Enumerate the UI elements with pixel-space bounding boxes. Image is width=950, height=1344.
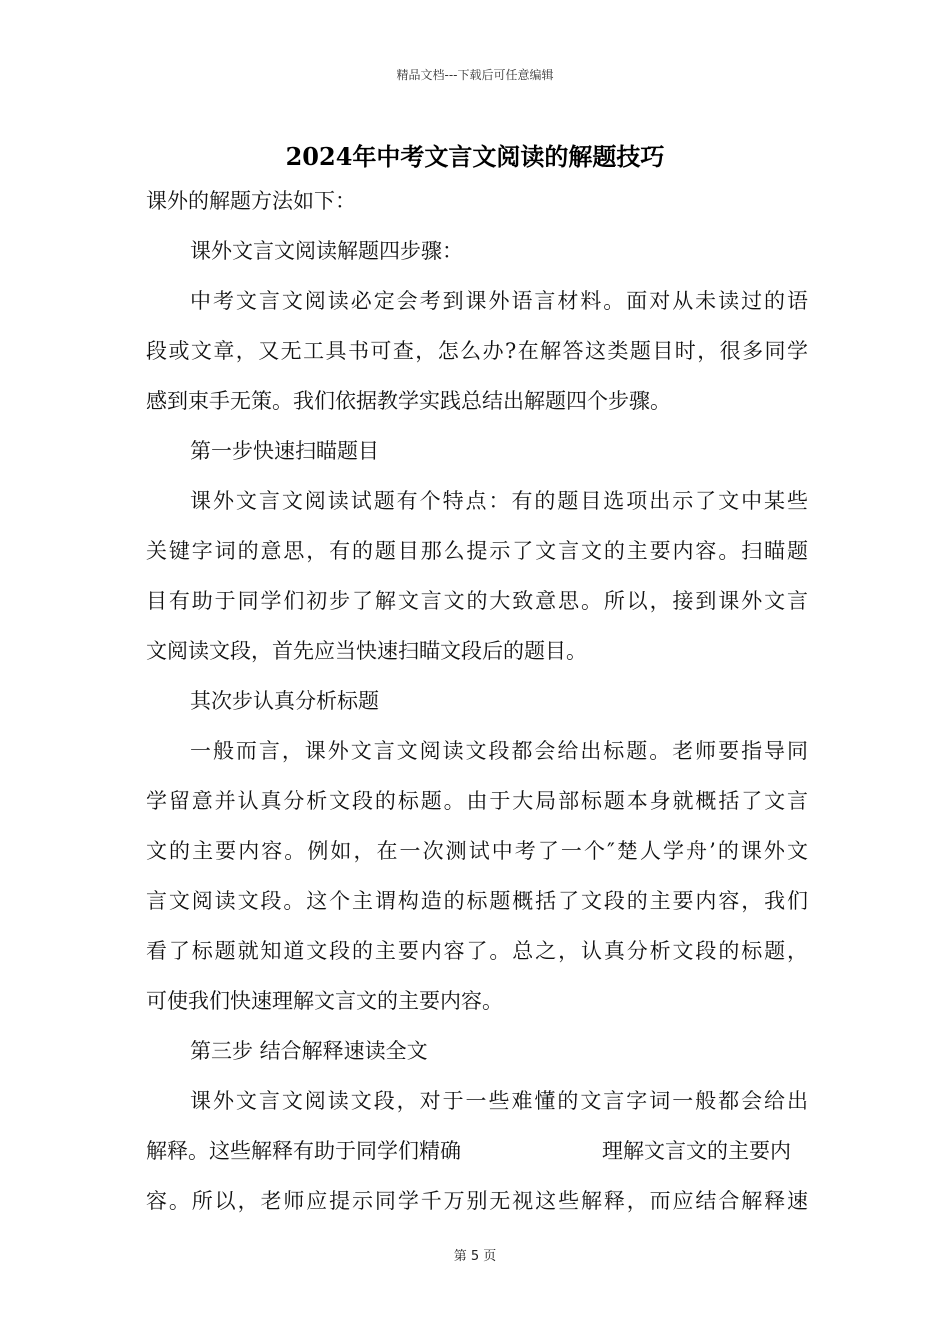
page-header: 精品文档---下载后可任意编辑 xyxy=(396,68,554,82)
paragraph-line: 学留意并认真分析文段的标题。由于大局部标题本身就概括了文言 xyxy=(146,789,808,813)
paragraph-line: 容。所以，老师应提示同学千万别无视这些解释，而应结合解释速 xyxy=(146,1189,808,1213)
paragraph-line: 段或文章，又无工具书可查，怎么办?在解答这类题目时，很多同学 xyxy=(146,339,808,363)
paragraph-line: 文的主要内容。例如，在一次测试中考了一个″楚人学舟’的课外文 xyxy=(146,839,808,863)
paragraph-line: 目有助于同学们初步了解文言文的大致意思。所以，接到课外文言 xyxy=(146,589,808,613)
paragraph-line: 课外文言文阅读试题有个特点：有的题目选项出示了文中某些 xyxy=(190,489,808,513)
paragraph-line: 中考文言文阅读必定会考到课外语言材料。面对从未读过的语 xyxy=(190,289,808,313)
section-heading: 其次步认真分析标题 xyxy=(190,689,379,713)
paragraph-line: 言文阅读文段。这个主谓构造的标题概括了文段的主要内容，我们 xyxy=(146,889,808,913)
paragraph-line-right: 理解文言文的主要内 xyxy=(602,1139,791,1163)
section-heading: 第一步快速扫瞄题目 xyxy=(190,439,379,463)
paragraph-line: 看了标题就知道文段的主要内容了。总之，认真分析文段的标题， xyxy=(146,939,808,963)
page-number: 第 5 页 xyxy=(453,1249,497,1264)
paragraph-line: 课外的解题方法如下： xyxy=(146,189,356,213)
section-heading: 第三步 结合解释速读全文 xyxy=(190,1039,428,1063)
paragraph-line-left: 解释。这些解释有助于同学们精确 xyxy=(146,1139,461,1163)
paragraph-line: 课外文言文阅读文段，对于一些难懂的文言字词一般都会给出 xyxy=(190,1089,808,1113)
paragraph-line: 文阅读文段，首先应当快速扫瞄文段后的题目。 xyxy=(146,639,587,663)
paragraph-line: 可使我们快速理解文言文的主要内容。 xyxy=(146,989,503,1013)
document-title: 2024年中考文言文阅读的解题技巧 xyxy=(285,142,665,171)
paragraph-line: 一般而言，课外文言文阅读文段都会给出标题。老师要指导同 xyxy=(190,739,808,763)
paragraph-line: 课外文言文阅读解题四步骤： xyxy=(190,239,463,263)
paragraph-line: 感到束手无策。我们依据教学实践总结出解题四个步骤。 xyxy=(146,389,671,413)
paragraph-line: 关键字词的意思，有的题目那么提示了文言文的主要内容。扫瞄题 xyxy=(146,539,808,563)
